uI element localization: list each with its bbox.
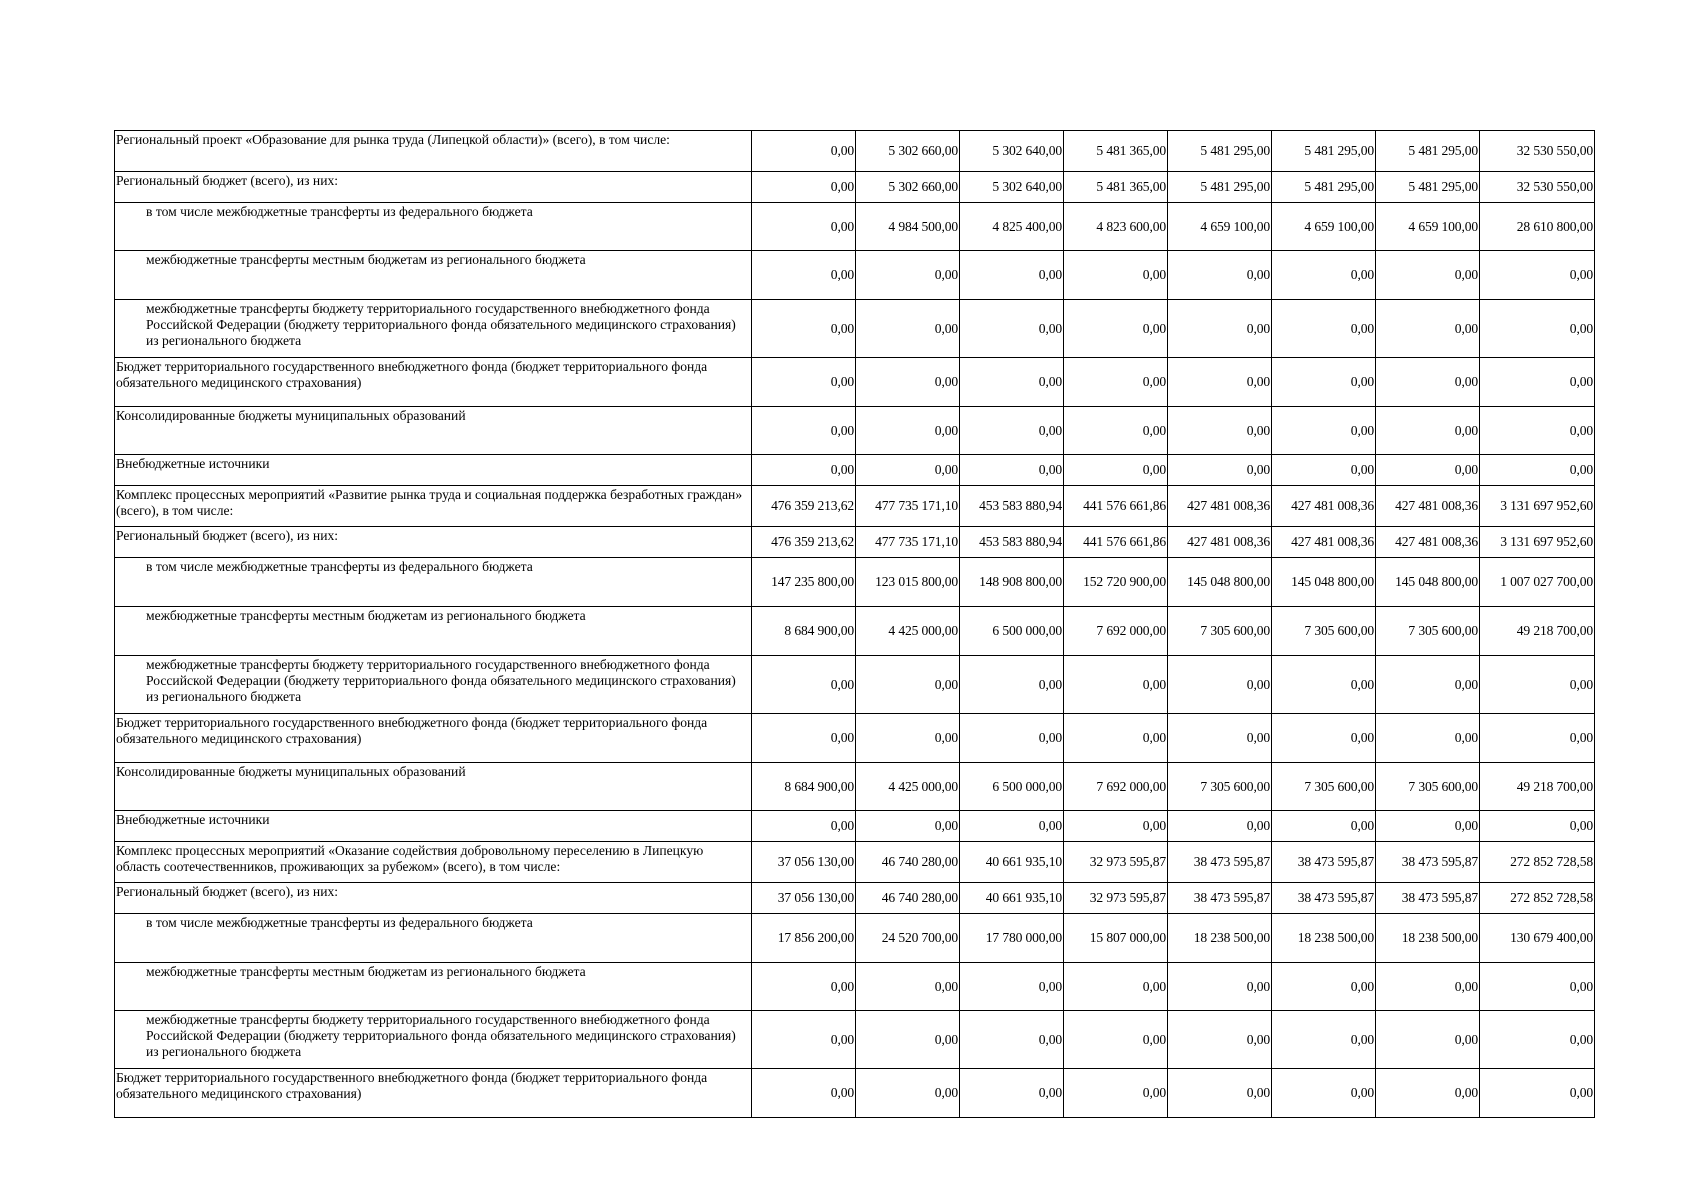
table-row — [115, 656, 1595, 714]
table-row — [115, 358, 1595, 407]
year-value-cell: 0,00 — [1376, 1069, 1480, 1118]
table-row — [115, 714, 1595, 763]
total-value-cell: 272 852 728,58 — [1480, 883, 1595, 914]
year-value-cell: 0,00 — [856, 811, 960, 842]
table-row — [115, 131, 1595, 172]
year-value-cell: 4 425 000,00 — [856, 607, 960, 656]
year-value-cell: 4 659 100,00 — [1272, 203, 1376, 251]
table-body — [115, 131, 1595, 1118]
year-value-cell: 0,00 — [1272, 1011, 1376, 1069]
year-value-cell: 5 481 295,00 — [1272, 172, 1376, 203]
year-value-cell: 145 048 800,00 — [1376, 558, 1480, 607]
year-value-cell: 5 481 295,00 — [1168, 131, 1272, 172]
year-value-cell: 123 015 800,00 — [856, 558, 960, 607]
year-value-cell: 7 305 600,00 — [1272, 607, 1376, 656]
year-value-cell: 0,00 — [960, 656, 1064, 714]
year-value-cell: 0,00 — [1064, 1069, 1168, 1118]
year-value-cell: 0,00 — [752, 407, 856, 455]
year-value-cell: 0,00 — [1376, 300, 1480, 358]
table-row — [115, 963, 1595, 1011]
year-value-cell: 0,00 — [752, 811, 856, 842]
total-value-cell: 0,00 — [1480, 1011, 1595, 1069]
year-value-cell: 6 500 000,00 — [960, 607, 1064, 656]
row-label: Региональный бюджет (всего), из них: — [115, 883, 752, 914]
year-value-cell: 46 740 280,00 — [856, 883, 960, 914]
table-row — [115, 455, 1595, 486]
year-value-cell: 0,00 — [1168, 1069, 1272, 1118]
year-value-cell: 0,00 — [1064, 1011, 1168, 1069]
year-value-cell: 17 780 000,00 — [960, 914, 1064, 963]
table-row — [115, 203, 1595, 251]
year-value-cell: 5 302 640,00 — [960, 172, 1064, 203]
year-value-cell: 38 473 595,87 — [1168, 883, 1272, 914]
row-label: межбюджетные трансферты местным бюджетам из регионального бюджета — [115, 607, 752, 656]
year-value-cell: 0,00 — [856, 407, 960, 455]
row-label: межбюджетные трансферты бюджету территориального государственного внебюджетного фонда Российской Федерации (бюджету территориального фонда обязательного медицинского страхования) из регионального бюджета — [115, 300, 752, 358]
year-value-cell: 37 056 130,00 — [752, 883, 856, 914]
total-value-cell: 0,00 — [1480, 1069, 1595, 1118]
year-value-cell: 0,00 — [856, 963, 960, 1011]
row-label: в том числе межбюджетные трансферты из федерального бюджета — [115, 203, 752, 251]
year-value-cell: 0,00 — [856, 714, 960, 763]
year-value-cell: 0,00 — [960, 1069, 1064, 1118]
total-value-cell: 0,00 — [1480, 358, 1595, 407]
year-value-cell: 15 807 000,00 — [1064, 914, 1168, 963]
year-value-cell: 7 692 000,00 — [1064, 607, 1168, 656]
year-value-cell: 477 735 171,10 — [856, 486, 960, 527]
year-value-cell: 0,00 — [1168, 1011, 1272, 1069]
year-value-cell: 0,00 — [1064, 811, 1168, 842]
year-value-cell: 8 684 900,00 — [752, 763, 856, 811]
year-value-cell: 0,00 — [1272, 358, 1376, 407]
year-value-cell: 0,00 — [856, 300, 960, 358]
table-row — [115, 558, 1595, 607]
row-label: Бюджет территориального государственного внебюджетного фонда (бюджет территориального фонда обязательного медицинского страхования) — [115, 1069, 752, 1118]
total-value-cell: 272 852 728,58 — [1480, 842, 1595, 883]
row-label: Бюджет территориального государственного внебюджетного фонда (бюджет территориального фонда обязательного медицинского страхования) — [115, 358, 752, 407]
year-value-cell: 0,00 — [1064, 656, 1168, 714]
table-row — [115, 607, 1595, 656]
year-value-cell: 24 520 700,00 — [856, 914, 960, 963]
total-value-cell: 1 007 027 700,00 — [1480, 558, 1595, 607]
total-value-cell: 49 218 700,00 — [1480, 607, 1595, 656]
year-value-cell: 441 576 661,86 — [1064, 486, 1168, 527]
table-row — [115, 486, 1595, 527]
year-value-cell: 7 692 000,00 — [1064, 763, 1168, 811]
year-value-cell: 5 302 640,00 — [960, 131, 1064, 172]
row-label: Консолидированные бюджеты муниципальных образований — [115, 763, 752, 811]
year-value-cell: 477 735 171,10 — [856, 527, 960, 558]
table-row — [115, 251, 1595, 300]
year-value-cell: 17 856 200,00 — [752, 914, 856, 963]
year-value-cell: 46 740 280,00 — [856, 842, 960, 883]
year-value-cell: 0,00 — [1168, 407, 1272, 455]
year-value-cell: 427 481 008,36 — [1376, 527, 1480, 558]
year-value-cell: 7 305 600,00 — [1376, 763, 1480, 811]
year-value-cell: 0,00 — [752, 656, 856, 714]
year-value-cell: 0,00 — [752, 358, 856, 407]
year-value-cell: 4 984 500,00 — [856, 203, 960, 251]
year-value-cell: 427 481 008,36 — [1168, 486, 1272, 527]
row-label: межбюджетные трансферты бюджету территориального государственного внебюджетного фонда Российской Федерации (бюджету территориального фонда обязательного медицинского страхования) из регионального бюджета — [115, 656, 752, 714]
year-value-cell: 0,00 — [1064, 455, 1168, 486]
year-value-cell: 441 576 661,86 — [1064, 527, 1168, 558]
year-value-cell: 5 481 295,00 — [1376, 131, 1480, 172]
year-value-cell: 0,00 — [752, 1069, 856, 1118]
table-row — [115, 763, 1595, 811]
year-value-cell: 427 481 008,36 — [1376, 486, 1480, 527]
year-value-cell: 0,00 — [752, 963, 856, 1011]
table-row — [115, 1011, 1595, 1069]
year-value-cell: 0,00 — [960, 963, 1064, 1011]
year-value-cell: 0,00 — [1168, 455, 1272, 486]
year-value-cell: 0,00 — [1064, 300, 1168, 358]
year-value-cell: 0,00 — [960, 300, 1064, 358]
year-value-cell: 0,00 — [1376, 963, 1480, 1011]
year-value-cell: 0,00 — [1064, 251, 1168, 300]
year-value-cell: 0,00 — [1064, 358, 1168, 407]
table-row — [115, 1069, 1595, 1118]
total-value-cell: 32 530 550,00 — [1480, 172, 1595, 203]
row-label: Комплекс процессных мероприятий «Развитие рынка труда и социальная поддержка безработных граждан» (всего), в том числе: — [115, 486, 752, 527]
year-value-cell: 4 659 100,00 — [1376, 203, 1480, 251]
year-value-cell: 40 661 935,10 — [960, 842, 1064, 883]
row-label: в том числе межбюджетные трансферты из федерального бюджета — [115, 558, 752, 607]
year-value-cell: 0,00 — [1168, 811, 1272, 842]
year-value-cell: 4 825 400,00 — [960, 203, 1064, 251]
table-row — [115, 527, 1595, 558]
year-value-cell: 0,00 — [1272, 656, 1376, 714]
year-value-cell: 0,00 — [960, 407, 1064, 455]
year-value-cell: 0,00 — [1272, 300, 1376, 358]
year-value-cell: 147 235 800,00 — [752, 558, 856, 607]
year-value-cell: 7 305 600,00 — [1168, 763, 1272, 811]
total-value-cell: 3 131 697 952,60 — [1480, 527, 1595, 558]
year-value-cell: 0,00 — [1376, 407, 1480, 455]
total-value-cell: 0,00 — [1480, 811, 1595, 842]
year-value-cell: 0,00 — [1168, 358, 1272, 407]
year-value-cell: 427 481 008,36 — [1168, 527, 1272, 558]
year-value-cell: 0,00 — [960, 714, 1064, 763]
year-value-cell: 0,00 — [960, 811, 1064, 842]
year-value-cell: 0,00 — [1064, 714, 1168, 763]
total-value-cell: 0,00 — [1480, 656, 1595, 714]
year-value-cell: 0,00 — [1168, 714, 1272, 763]
year-value-cell: 0,00 — [1064, 407, 1168, 455]
year-value-cell: 427 481 008,36 — [1272, 527, 1376, 558]
year-value-cell: 38 473 595,87 — [1168, 842, 1272, 883]
year-value-cell: 4 659 100,00 — [1168, 203, 1272, 251]
year-value-cell: 0,00 — [1064, 963, 1168, 1011]
year-value-cell: 0,00 — [1168, 251, 1272, 300]
total-value-cell: 0,00 — [1480, 300, 1595, 358]
year-value-cell: 476 359 213,62 — [752, 527, 856, 558]
year-value-cell: 145 048 800,00 — [1272, 558, 1376, 607]
year-value-cell: 0,00 — [752, 1011, 856, 1069]
year-value-cell: 0,00 — [752, 714, 856, 763]
year-value-cell: 7 305 600,00 — [1272, 763, 1376, 811]
year-value-cell: 6 500 000,00 — [960, 763, 1064, 811]
row-label: Комплекс процессных мероприятий «Оказание содействия добровольному переселению в Липецкую область соотечественников, проживающих за рубежом» (всего), в том числе: — [115, 842, 752, 883]
year-value-cell: 5 481 365,00 — [1064, 172, 1168, 203]
year-value-cell: 4 425 000,00 — [856, 763, 960, 811]
row-label: в том числе межбюджетные трансферты из федерального бюджета — [115, 914, 752, 963]
row-label: Консолидированные бюджеты муниципальных образований — [115, 407, 752, 455]
year-value-cell: 0,00 — [856, 455, 960, 486]
budget-table — [114, 130, 1595, 1118]
year-value-cell: 0,00 — [1272, 714, 1376, 763]
row-label: Бюджет территориального государственного внебюджетного фонда (бюджет территориального фонда обязательного медицинского страхования) — [115, 714, 752, 763]
year-value-cell: 7 305 600,00 — [1376, 607, 1480, 656]
year-value-cell: 32 973 595,87 — [1064, 842, 1168, 883]
year-value-cell: 0,00 — [1168, 300, 1272, 358]
total-value-cell: 49 218 700,00 — [1480, 763, 1595, 811]
total-value-cell: 130 679 400,00 — [1480, 914, 1595, 963]
row-label: Региональный бюджет (всего), из них: — [115, 172, 752, 203]
year-value-cell: 8 684 900,00 — [752, 607, 856, 656]
year-value-cell: 0,00 — [1376, 714, 1480, 763]
year-value-cell: 5 481 295,00 — [1168, 172, 1272, 203]
year-value-cell: 37 056 130,00 — [752, 842, 856, 883]
year-value-cell: 0,00 — [1272, 963, 1376, 1011]
year-value-cell: 18 238 500,00 — [1272, 914, 1376, 963]
year-value-cell: 0,00 — [752, 251, 856, 300]
row-label: межбюджетные трансферты местным бюджетам из регионального бюджета — [115, 963, 752, 1011]
year-value-cell: 0,00 — [752, 131, 856, 172]
year-value-cell: 0,00 — [752, 203, 856, 251]
year-value-cell: 0,00 — [752, 300, 856, 358]
year-value-cell: 152 720 900,00 — [1064, 558, 1168, 607]
year-value-cell: 0,00 — [752, 172, 856, 203]
year-value-cell: 427 481 008,36 — [1272, 486, 1376, 527]
year-value-cell: 0,00 — [856, 656, 960, 714]
year-value-cell: 0,00 — [960, 251, 1064, 300]
year-value-cell: 453 583 880,94 — [960, 486, 1064, 527]
row-label: Внебюджетные источники — [115, 455, 752, 486]
year-value-cell: 18 238 500,00 — [1168, 914, 1272, 963]
year-value-cell: 0,00 — [960, 1011, 1064, 1069]
table-row — [115, 407, 1595, 455]
year-value-cell: 453 583 880,94 — [960, 527, 1064, 558]
total-value-cell: 3 131 697 952,60 — [1480, 486, 1595, 527]
year-value-cell: 0,00 — [1376, 455, 1480, 486]
year-value-cell: 0,00 — [752, 455, 856, 486]
row-label: Региональный бюджет (всего), из них: — [115, 527, 752, 558]
year-value-cell: 0,00 — [960, 358, 1064, 407]
table-row — [115, 883, 1595, 914]
total-value-cell: 0,00 — [1480, 963, 1595, 1011]
year-value-cell: 38 473 595,87 — [1376, 842, 1480, 883]
table-row — [115, 914, 1595, 963]
year-value-cell: 0,00 — [1272, 455, 1376, 486]
row-label: Региональный проект «Образование для рынка труда (Липецкой области)» (всего), в том числе: — [115, 131, 752, 172]
year-value-cell: 7 305 600,00 — [1168, 607, 1272, 656]
year-value-cell: 0,00 — [1168, 963, 1272, 1011]
year-value-cell: 0,00 — [856, 251, 960, 300]
year-value-cell: 40 661 935,10 — [960, 883, 1064, 914]
year-value-cell: 0,00 — [856, 1069, 960, 1118]
year-value-cell: 0,00 — [1376, 811, 1480, 842]
year-value-cell: 0,00 — [1376, 251, 1480, 300]
total-value-cell: 0,00 — [1480, 251, 1595, 300]
year-value-cell: 0,00 — [1376, 1011, 1480, 1069]
year-value-cell: 0,00 — [1376, 358, 1480, 407]
year-value-cell: 476 359 213,62 — [752, 486, 856, 527]
total-value-cell: 0,00 — [1480, 407, 1595, 455]
table-row — [115, 811, 1595, 842]
year-value-cell: 0,00 — [960, 455, 1064, 486]
year-value-cell: 5 481 365,00 — [1064, 131, 1168, 172]
year-value-cell: 5 302 660,00 — [856, 131, 960, 172]
table-row — [115, 172, 1595, 203]
year-value-cell: 0,00 — [1272, 407, 1376, 455]
year-value-cell: 148 908 800,00 — [960, 558, 1064, 607]
year-value-cell: 0,00 — [1272, 1069, 1376, 1118]
table-row — [115, 300, 1595, 358]
year-value-cell: 145 048 800,00 — [1168, 558, 1272, 607]
year-value-cell: 0,00 — [1272, 251, 1376, 300]
row-label: межбюджетные трансферты местным бюджетам из регионального бюджета — [115, 251, 752, 300]
row-label: межбюджетные трансферты бюджету территориального государственного внебюджетного фонда Российской Федерации (бюджету территориального фонда обязательного медицинского страхования) из регионального бюджета — [115, 1011, 752, 1069]
total-value-cell: 0,00 — [1480, 714, 1595, 763]
year-value-cell: 0,00 — [1272, 811, 1376, 842]
table-row — [115, 842, 1595, 883]
year-value-cell: 38 473 595,87 — [1272, 883, 1376, 914]
total-value-cell: 28 610 800,00 — [1480, 203, 1595, 251]
total-value-cell: 0,00 — [1480, 455, 1595, 486]
year-value-cell: 0,00 — [1168, 656, 1272, 714]
total-value-cell: 32 530 550,00 — [1480, 131, 1595, 172]
year-value-cell: 38 473 595,87 — [1272, 842, 1376, 883]
year-value-cell: 4 823 600,00 — [1064, 203, 1168, 251]
year-value-cell: 32 973 595,87 — [1064, 883, 1168, 914]
year-value-cell: 0,00 — [1376, 656, 1480, 714]
year-value-cell: 5 481 295,00 — [1272, 131, 1376, 172]
row-label: Внебюджетные источники — [115, 811, 752, 842]
year-value-cell: 0,00 — [856, 358, 960, 407]
year-value-cell: 18 238 500,00 — [1376, 914, 1480, 963]
year-value-cell: 5 302 660,00 — [856, 172, 960, 203]
year-value-cell: 0,00 — [856, 1011, 960, 1069]
year-value-cell: 38 473 595,87 — [1376, 883, 1480, 914]
year-value-cell: 5 481 295,00 — [1376, 172, 1480, 203]
